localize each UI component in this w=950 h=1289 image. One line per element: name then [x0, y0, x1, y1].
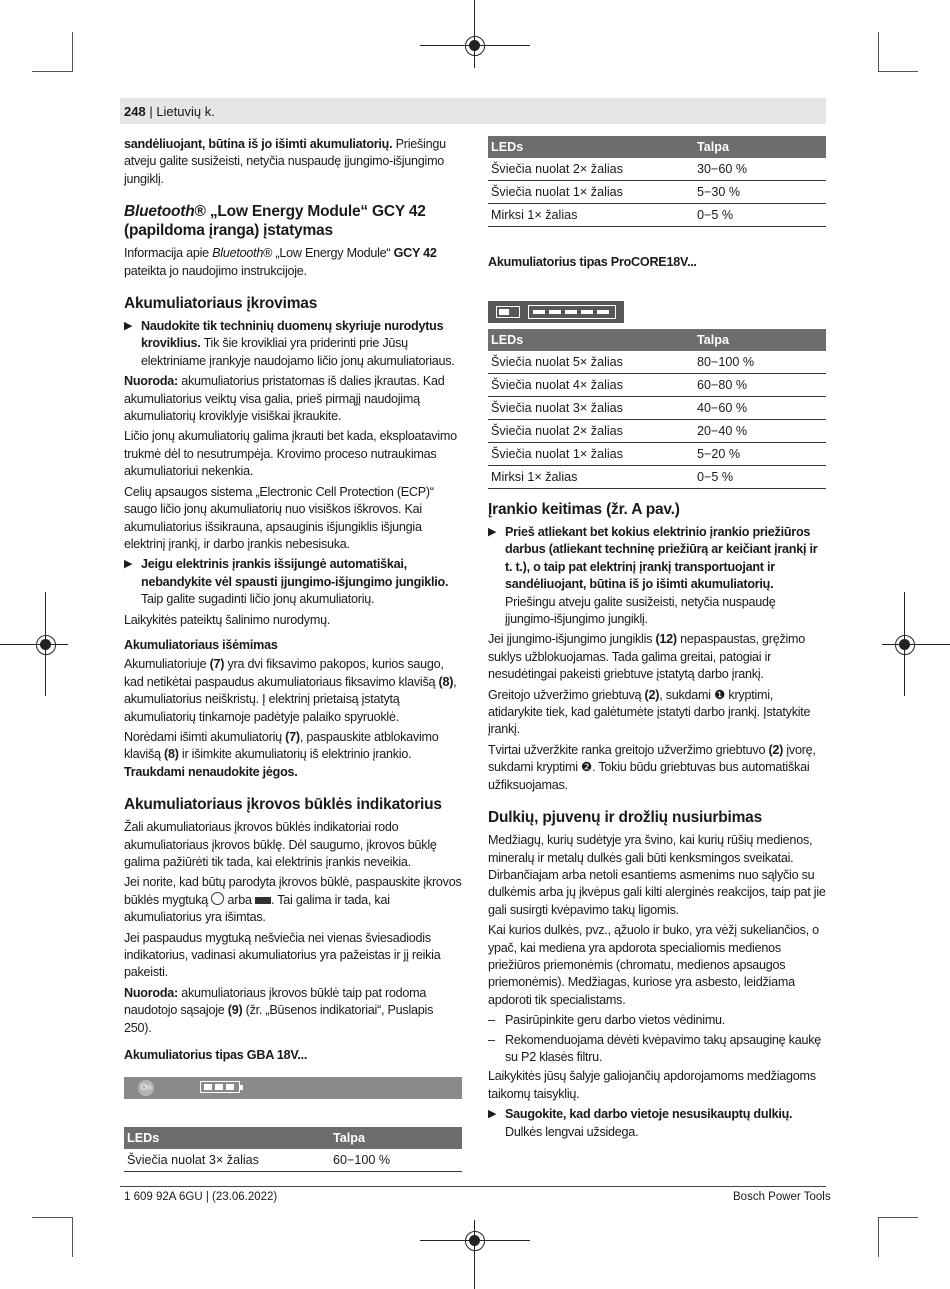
crop-mark [878, 1217, 918, 1218]
footer-brand: Bosch Power Tools [733, 1191, 831, 1203]
table-cell: Šviečia nuolat 2× žalias [488, 158, 694, 181]
page-header-bar [120, 98, 826, 124]
liion-paragraph: Ličio jonų akumuliatorių galima įkrauti bet kada, eksploatavimo trukmė dėl to nesutrumpėja. Krovimo proceso nutraukimas akumuliatoriui nekenkia. [124, 429, 457, 479]
table-header: LEDs [488, 136, 694, 158]
list-item: – Rekomenduojama dėvėti kvėpavimo takų apsauginę kaukę su P2 klasės filtru. [488, 1032, 822, 1064]
table-cell: Šviečia nuolat 1× žalias [488, 181, 694, 204]
gba-led-table [124, 1127, 462, 1172]
table-row [488, 181, 826, 204]
table-header: LEDs [488, 329, 694, 351]
gba-battery-indicator [124, 1077, 462, 1099]
footer-divider [120, 1186, 826, 1187]
arrow-icon: ▶ [488, 526, 497, 538]
gba-led-table-continued [488, 136, 826, 227]
ecp-paragraph: Celių apsaugos sistema „Electronic Cell Protection (ECP)“ saugo ličio jonų akumuliatorių nuo visiškos iškrovos. Kai akumuliatorius išsikrauna, apsauginis išjungiklis išjungia elektrinį įrankį, ir darbo įrankis nebesisuka. [124, 484, 434, 551]
table-header: LEDs [124, 1127, 330, 1149]
table-header: Talpa [694, 136, 826, 158]
indicator-paragraph-3: Jei paspaudus mygtuką nešviečia nei vienas šviesadiodis indikatorius, vadinasi akumuliatorius yra pažeistas ir jį reikia pakeisti. [124, 930, 441, 980]
charger-warning: ▶ Naudokite tik techninių duomenų skyriuje nurodytus kroviklius. Tik šie krovikliai yra priderinti prie Jūsų elektriniame įrankyje naudojamo ličio jonų akumuliatoriaus. [124, 319, 455, 368]
procore-heading-block [488, 254, 826, 271]
crop-mark [72, 32, 73, 72]
indicator-heading: Akumuliatoriaus įkrovos būklės indikatorius [124, 796, 442, 814]
removal-heading: Akumuliatoriaus išėmimas [124, 637, 278, 652]
table-row [488, 466, 826, 489]
bluetooth-heading: Bluetooth® „Low Energy Module“ GCY 42 (papildoma įranga) įstatymas [124, 203, 426, 240]
removal-paragraph-2: Norėdami išimti akumuliatorių (7), paspauskite atblokavimo klavišą (8) ir išimkite akumuliatorių iš elektrinio įrankio. Traukdami nenaudokite jėgos. [124, 729, 439, 779]
tool-paragraph-2: Greitojo užveržimo griebtuvą (2), sukdami ❶ kryptimi, atidarykite tiek, kad galėtumėte įstatyti darbo įrankį. Įstatykite įrankį. [488, 687, 811, 737]
table-row [488, 420, 826, 443]
charging-heading: Akumuliatoriaus įkrovimas [124, 295, 318, 313]
table-row [488, 443, 826, 466]
table-cell: Mirksi 1× žalias [488, 204, 694, 227]
procore-battery-indicator [488, 301, 624, 323]
indicator-note: Nuoroda: akumuliatoriaus įkrovos būklė taip pat rodoma naudotojo sąsajoje (9) (žr. „Būsenos indikatoriai“, Puslapis 250). [124, 985, 434, 1035]
battery-button-icon [255, 897, 271, 904]
crop-mark [878, 1217, 879, 1257]
dust-paragraph-1: Medžiagų, kurių sudėtyje yra švino, kai kurių rūšių medienos, mineralų ir metalų dulkės gali būti kenksmingos sveikatai. Dirbančiajam arba netoli esantiems asmenims nuo sąlyčio su dulkėmis arba jų įkvėpus gali kilti alerginės reakcijos, taip pat jie gali susirgti kvėpavimo takų ligomis. [488, 833, 826, 917]
tool-paragraph-1: Jei įjungimo-išjungimo jungiklis (12) nepaspaustas, gręžimo suklys užblokuojamas. Tada galima greitai, patogiai ir nesudėtingai pakeisti griebtuve įstatytą darbo įrankį. [488, 632, 806, 682]
list-item: – Pasirūpinkite geru darbo vietos vėdinimu. [488, 1013, 726, 1028]
table-row [488, 397, 826, 420]
gba-heading: Akumuliatorius tipas GBA 18V... [124, 1048, 308, 1063]
tool-change-warning: ▶ Prieš atliekant bet kokius elektrinio įrankio priežiūros darbus (atliekant techninę priežiūrą ar keičiant įrankį ir t. t.), o taip pat elektrinį įrankį transportuojant ir sandėliuojant, būtina iš jo išimti akumuliatorių. Priešingu atveju galite susižeisti, netyčia nuspaudę įjungimo-išjungimo jungiklį. [488, 525, 818, 627]
direction-2-icon: ❷ [581, 760, 593, 775]
auto-off-warning: ▶ Jeigu elektrinis įrankis išsijungė automatiškai, nebandykite vėl spausti įjungimo-išjungimo jungiklio. Taip galite sugadinti ličio jonų akumuliatorių. [124, 557, 449, 607]
gba-on-button: On [138, 1080, 154, 1096]
table-row [124, 1149, 462, 1172]
table-cell: 5−30 % [694, 181, 826, 204]
table-cell: 0−5 % [694, 466, 826, 489]
dust-heading: Dulkių, pjuvenų ir drožlių nusiurbimas [488, 809, 763, 827]
table-row [488, 351, 826, 374]
registration-mark-icon [895, 635, 915, 655]
disposal-paragraph: Laikykitės pateiktų šalinimo nurodymų. [124, 612, 331, 627]
right-column [488, 490, 826, 1144]
tool-paragraph-3: Tvirtai užveržkite ranka greitojo užveržimo griebtuvo (2) įvorę, sukdami kryptimi ❷. Tokiu būdu griebtuvas bus automatiškai užfiksuojamas. [488, 742, 816, 792]
table-row [488, 158, 826, 181]
table-header-row [488, 136, 826, 158]
removal-paragraph-1: Akumuliatoriuje (7) yra dvi fiksavimo pakopos, kurios saugo, kad netikėtai paspaudus akumuliatoriaus fiksavimo klavišą (8), akumuliatorius neiškristų. Į elektrinį prietaisą įstatytą akumuliatorių tinkamoje padėtyje palaiko spyruoklė. [124, 657, 457, 724]
note-paragraph: Nuoroda: akumuliatorius pristatomas iš dalies įkrautas. Kad akumuliatorius veiktų visa galia, prieš pirmąjį naudojimą akumuliatorių kroviklyje visiškai įkraukite. [124, 374, 445, 424]
crop-mark [878, 32, 879, 72]
arrow-icon: ▶ [124, 320, 133, 333]
table-cell: 60−80 % [694, 374, 826, 397]
dust-warning: ▶ Saugokite, kad darbo vietoje nesusikauptų dulkių. Dulkės lengvai užsidega. [488, 1107, 793, 1139]
indicator-paragraph-2: Jei norite, kad būtų parodyta įkrovos būklė, paspauskite įkrovos būklės mygtuką arba . Tai galima ir tada, kai akumuliatorius yra išimtas. [124, 875, 462, 925]
table-header-row [488, 329, 826, 351]
page-language: Lietuvių k. [156, 104, 215, 119]
registration-line [882, 644, 950, 645]
registration-mark-icon [465, 1231, 485, 1251]
left-column [124, 136, 462, 1066]
table-cell: Šviečia nuolat 4× žalias [488, 374, 694, 397]
footer-doc-id: 1 609 92A 6GU | (23.06.2022) [124, 1191, 278, 1203]
battery-level-fill [499, 309, 509, 315]
table-cell: 80−100 % [694, 351, 826, 374]
arrow-icon: ▶ [124, 558, 133, 571]
indicator-paragraph-1: Žali akumuliatoriaus įkrovos būklės indikatoriai rodo akumuliatoriaus įkrovos būklę. Dėl saugumo, įkrovos būklę galima pažiūrėti tik tada, kai elektrinis įrankis neveikia. [124, 820, 437, 869]
table-cell: 40−60 % [694, 397, 826, 420]
table-cell: Šviečia nuolat 1× žalias [488, 443, 694, 466]
arrow-icon: ▶ [488, 1108, 497, 1121]
page-number: 248 [124, 104, 146, 119]
table-cell: Mirksi 1× žalias [488, 466, 694, 489]
crop-mark [32, 1217, 72, 1218]
registration-mark-icon [36, 635, 56, 655]
bluetooth-paragraph: Informacija apie Bluetooth® „Low Energy Module“ GCY 42 pateikta jo naudojimo instrukcijoje. [124, 246, 437, 278]
dust-paragraph-2: Kai kurios dulkės, pvz., ąžuolo ir buko, yra vėžį sukeliančios, o ypač, kai mediena yra apdorota specialiomis medienos priežiūros priemonėmis (chromatu, medienos apsaugos priemonėmis). Medžiagas, kuriose yra asbesto, leidžiama apdoroti tik specialistams. [488, 923, 819, 1007]
registration-mark-icon [465, 36, 485, 56]
table-cell: 60−100 % [330, 1149, 462, 1172]
battery-tip [240, 1085, 243, 1090]
table-cell: 5−20 % [694, 443, 826, 466]
table-header: Talpa [330, 1127, 462, 1149]
intro-paragraph: sandėliuojant, būtina iš jo išimti akumuliatorių. Priešingu atveju galite susižeisti, netyčia nuspaudę įjungimo-išjungimo jungiklį. [124, 137, 446, 186]
direction-1-icon: ❶ [714, 687, 726, 702]
led-segments [533, 310, 611, 314]
dust-paragraph-3: Laikykitės jūsų šalyje galiojančių apdorojamoms medžiagoms taikomų taisyklių. [488, 1069, 816, 1101]
table-header: Talpa [694, 329, 826, 351]
table-cell: Šviečia nuolat 3× žalias [124, 1149, 330, 1172]
table-cell: Šviečia nuolat 5× žalias [488, 351, 694, 374]
table-header-row [124, 1127, 462, 1149]
tool-change-heading: Įrankio keitimas (žr. A pav.) [488, 501, 680, 518]
table-cell: 0−5 % [694, 204, 826, 227]
page-header: 248 | Lietuvių k. [124, 104, 215, 119]
crop-mark [878, 71, 918, 72]
registration-line [0, 644, 68, 645]
crop-mark [32, 71, 72, 72]
table-cell: Šviečia nuolat 2× žalias [488, 420, 694, 443]
table-row [488, 204, 826, 227]
procore-led-table [488, 329, 826, 489]
registration-line [474, 0, 475, 68]
crop-mark [72, 1217, 73, 1257]
procore-heading: Akumuliatorius tipas ProCORE18V... [488, 255, 697, 269]
battery-level-fill [204, 1084, 234, 1090]
table-cell: Šviečia nuolat 3× žalias [488, 397, 694, 420]
on-button-icon [211, 892, 224, 905]
table-cell: 30−60 % [694, 158, 826, 181]
table-cell: 20−40 % [694, 420, 826, 443]
table-row [488, 374, 826, 397]
